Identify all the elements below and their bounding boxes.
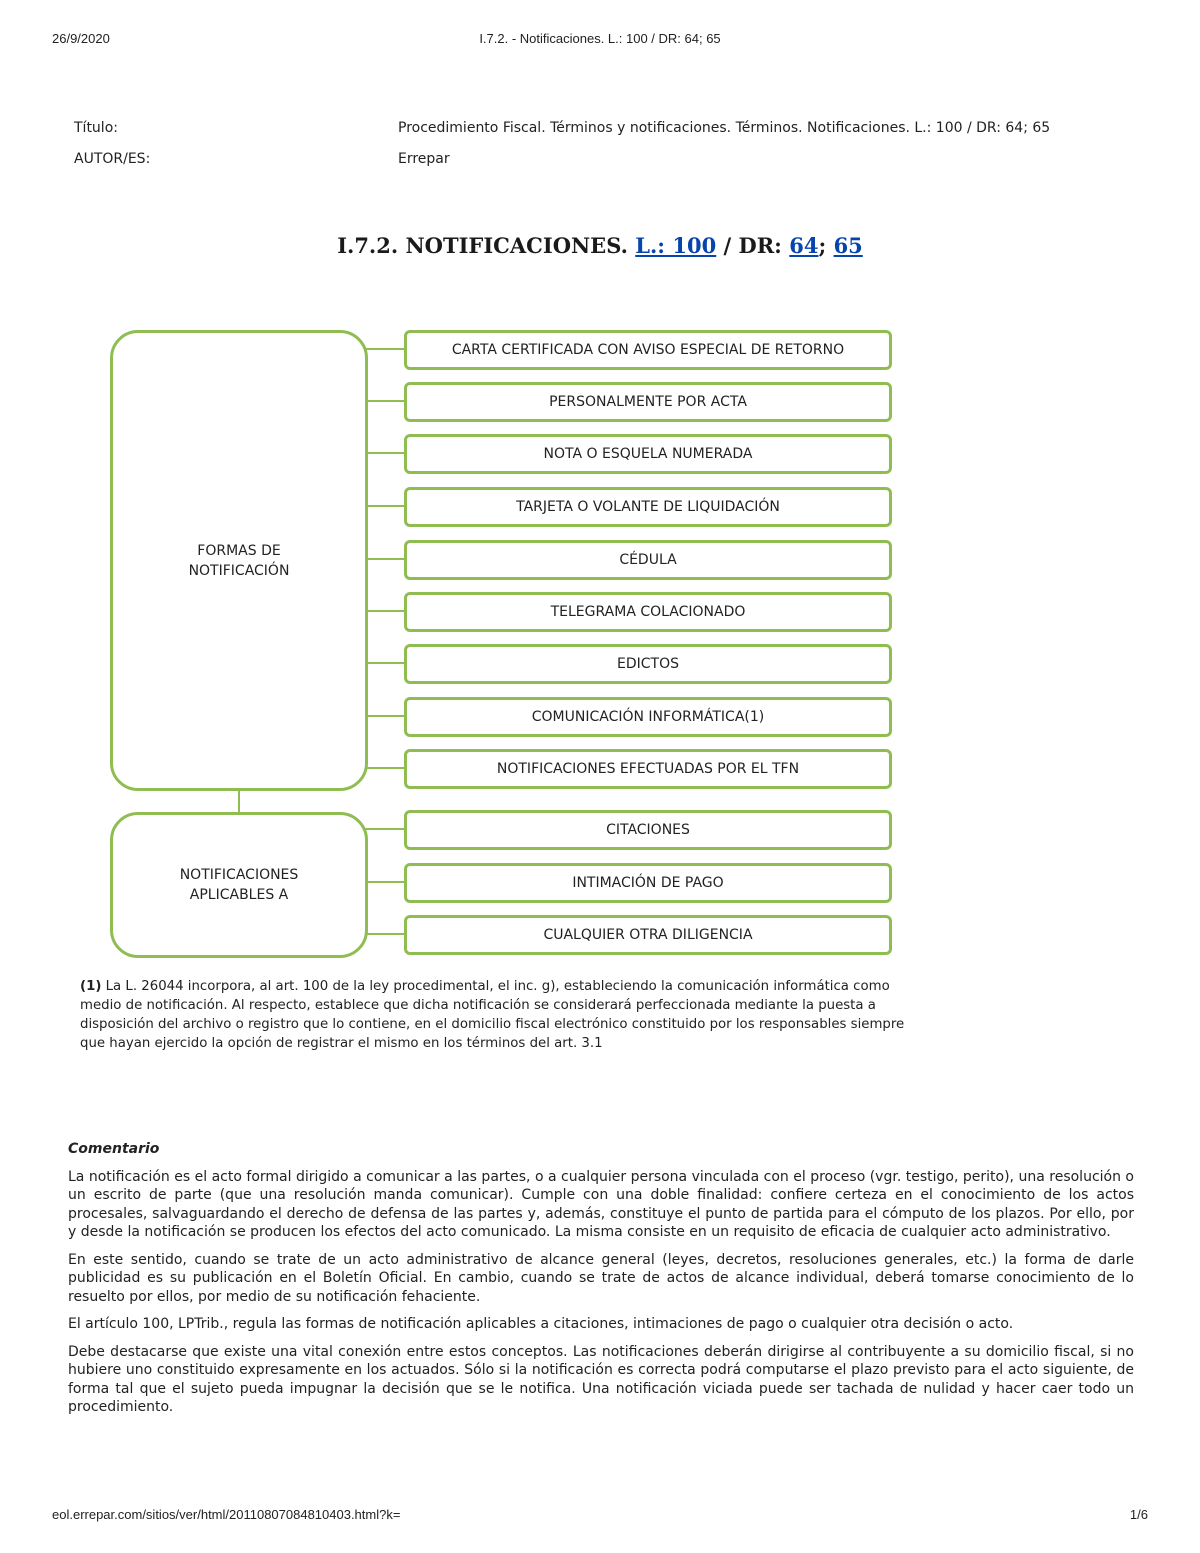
formas-de-notificacion-box	[110, 330, 368, 791]
heading-semicolon: ;	[818, 233, 834, 258]
item-tarjeta-o-volante: TARJETA O VOLANTE DE LIQUIDACIÓN	[404, 487, 892, 527]
item-citaciones: CITACIONES	[404, 810, 892, 850]
footnote-text: La L. 26044 incorpora, al art. 100 de la ley procedimental, el inc. g), estableciendo la comunicación informática como medio de notificación. Al respecto, establece que dicha notificación se considerará perfeccionada mediante la puesta a disposición del archivo o registro que lo contiene, en el domicilio fiscal electrónico constituido por los responsables siempre que hayan ejercido la opción de registrar el mismo en los términos del art. 3.1	[80, 979, 905, 1051]
item-carta-certificada: CARTA CERTIFICADA CON AVISO ESPECIAL DE RETORNO	[404, 330, 892, 370]
comment-paragraph: El artículo 100, LPTrib., regula las formas de notificación aplicables a citaciones, intimaciones de pago o cualquier otra decisión o acto.	[68, 1316, 1014, 1332]
meta-title-value: Procedimiento Fiscal. Términos y notificaciones. Términos. Notificaciones. L.: 100 / DR: 64; 65	[398, 120, 1051, 136]
footnote-marker: (1)	[80, 979, 102, 994]
meta-author-value: Errepar	[398, 151, 450, 167]
print-page-title: I.7.2. - Notificaciones. L.: 100 / DR: 64; 65	[479, 31, 721, 46]
item-intimacion-de-pago: INTIMACIÓN DE PAGO	[404, 863, 892, 903]
law-link[interactable]: L.: 100	[635, 233, 717, 258]
item-telegrama: TELEGRAMA COLACIONADO	[404, 592, 892, 632]
comment-paragraph: En este sentido, cuando se trate de un acto administrativo de alcance general (leyes, decretos, resoluciones generales, etc.) la forma de darle publicidad es su publicación en el Boletín Oficial. En cambio, cuando se trate de actos de alcance individual, deberá tomarse conocimiento de lo resuelto por ellos, por medio de su notificación fehaciente.	[68, 1251, 1134, 1305]
heading-separator: / DR:	[716, 233, 790, 258]
item-notificaciones-tfn: NOTIFICACIONES EFECTUADAS POR EL TFN	[404, 749, 892, 789]
document-heading	[0, 233, 1200, 258]
comment-section	[68, 1140, 1134, 1426]
meta-title-row	[74, 118, 1134, 138]
item-nota-o-esquela: NOTA O ESQUELA NUMERADA	[404, 434, 892, 474]
footnote	[80, 977, 930, 1053]
print-header	[52, 31, 1148, 49]
item-cedula: CÉDULA	[404, 540, 892, 580]
heading-prefix: I.7.2. NOTIFICACIONES.	[337, 233, 636, 258]
item-cualquier-otra-diligencia: CUALQUIER OTRA DILIGENCIA	[404, 915, 892, 955]
notificaciones-aplicables-box	[110, 812, 368, 958]
print-date: 26/9/2020	[52, 31, 110, 46]
print-page-number: 1/6	[1129, 1507, 1148, 1522]
item-edictos: EDICTOS	[404, 644, 892, 684]
document-meta	[74, 118, 1134, 180]
meta-author-row	[74, 149, 1134, 169]
notificaciones-aplicables-label: NOTIFICACIONES APLICABLES A	[179, 867, 299, 903]
comment-heading: Comentario	[68, 1141, 160, 1157]
print-url: eol.errepar.com/sitios/ver/html/20110807084810403.html?k=	[52, 1507, 401, 1522]
item-personalmente-por-acta: PERSONALMENTE POR ACTA	[404, 382, 892, 422]
comment-paragraph: La notificación es el acto formal dirigido a comunicar a las partes, o a cualquier persona vinculada con el proceso (vgr. testigo, perito), una resolución o un escrito de parte (que una resolución manda comunicar). Cumple con una doble finalidad: confiere certeza en el conocimiento de los actos procesales, salvaguardando el derecho de defensa de las partes y, además, constituye el punto de partida para el cómputo de los plazos. Por ello, por y desde la notificación se producen los efectos del acto comunicado. La misma consiste en un requisito de eficacia de cualquier acto administrativo.	[68, 1168, 1134, 1240]
dr-65-link[interactable]: 65	[833, 233, 863, 258]
meta-title-label: Título:	[74, 120, 118, 136]
formas-de-notificacion-label: FORMAS DE NOTIFICACIÓN	[188, 542, 290, 579]
item-comunicacion-informatica: COMUNICACIÓN INFORMÁTICA(1)	[404, 697, 892, 737]
comment-paragraph: Debe destacarse que existe una vital conexión entre estos conceptos. Las notificaciones deberán dirigirse al contribuyente a su domicilio fiscal, si no hubiere uno constituido expresamente en los actuados. Sólo si la notificación es correcta podrá computarse el plazo previsto para el acto siguiente, de forma tal que el sujeto pueda impugnar la decisión que se le notifica. Una notificación viciada puede ser tachada de nulidad y hacer caer todo un procedimiento.	[68, 1343, 1134, 1415]
print-footer	[52, 1507, 1148, 1525]
dr-64-link[interactable]: 64	[789, 233, 819, 258]
meta-author-label: AUTOR/ES:	[74, 151, 151, 167]
